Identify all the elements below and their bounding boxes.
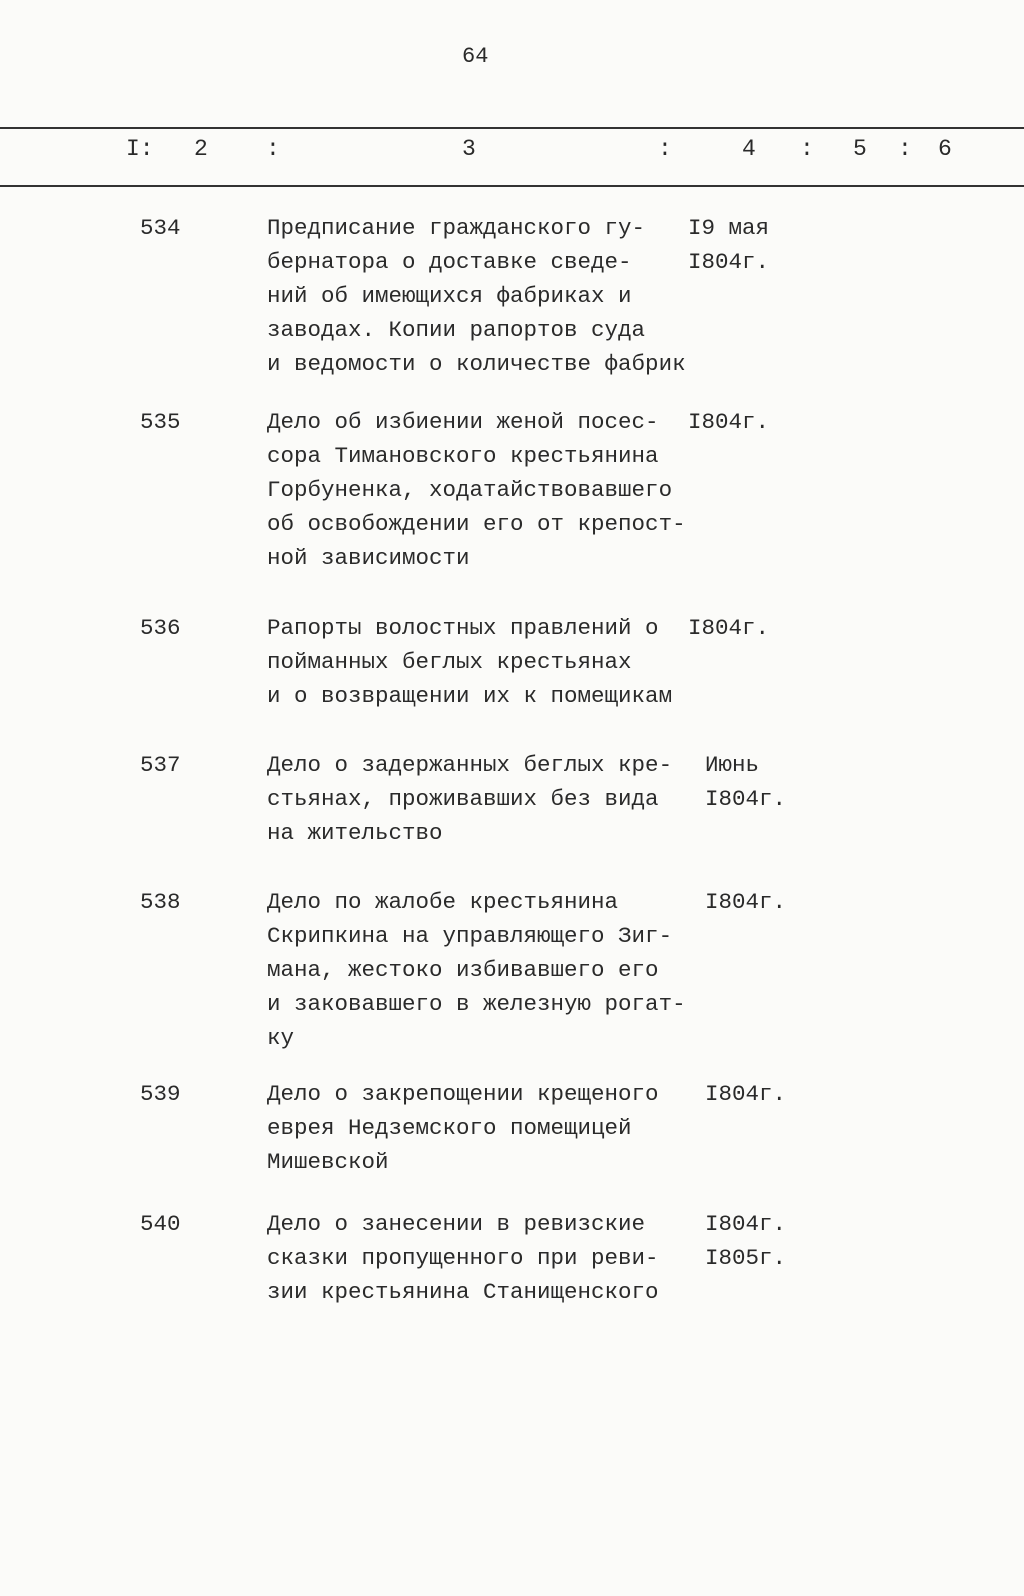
entry-description [267,885,686,1055]
description-line: Рапорты волостных правлений о [267,615,659,641]
col-4: 4 [742,136,756,162]
table-top-rule [0,127,1024,129]
entry-description [267,405,686,575]
description-line: пойманных беглых крестьянах [267,649,632,675]
col-6: 6 [938,136,952,162]
date-line: I804г. [705,786,787,812]
entry-date [688,405,769,439]
entry-date [705,1077,786,1111]
entry-number: 536 [140,615,181,641]
entry-date [688,211,769,279]
date-line: I804г. [688,249,770,275]
entry-number: 535 [140,409,181,435]
description-line: Дело по жалобе крестьянина [267,889,619,915]
col-2: 2 [194,136,208,162]
description-line: сказки пропущенного при реви- [267,1245,659,1271]
description-line: Дело о занесении в ревизские [267,1211,646,1237]
date-line: I9 мая [688,215,770,241]
entry-description [267,748,672,850]
date-line: I804г. [688,409,770,435]
table-header-rule [0,185,1024,187]
description-line: об освобождении его от крепост- [267,511,686,537]
entry-date [705,1207,786,1275]
description-line: Дело об избиении женой посес- [267,409,659,435]
col-sep: : [800,136,814,162]
description-line: мана, жестоко избивавшего его [267,957,659,983]
description-line: на жительство [267,820,443,846]
entry-description [267,1077,659,1179]
date-line: I804г. [705,889,787,915]
entry-description [267,1207,659,1309]
description-line: Предписание гражданского гу- [267,215,646,241]
col-3: 3 [462,136,476,162]
description-line: и о возвращении их к помещикам [267,683,673,709]
description-line: еврея Недземского помещицей [267,1115,632,1141]
description-line: и заковавшего в железную рогат- [267,991,686,1017]
description-line: бернатора о доставке сведе- [267,249,632,275]
entry-number: 534 [140,215,181,241]
description-line: ку [267,1025,295,1051]
date-line: Июнь [705,752,760,778]
description-line: Дело о закрепощении крещеного [267,1081,659,1107]
entry-date [705,885,786,919]
description-line: заводах. Копии рапортов суда [267,317,646,343]
page-number: 64 [462,44,489,69]
entry-number: 538 [140,889,181,915]
description-line: Мишевской [267,1149,389,1175]
entry-description [267,611,672,713]
date-line: I804г. [705,1081,787,1107]
entry-date [688,611,769,645]
description-line: ной зависимости [267,545,470,571]
col-sep: : [658,136,672,162]
entry-description [267,211,686,381]
col-sep: : [898,136,912,162]
date-line: I804г. [705,1211,787,1237]
description-line: Горбуненка, ходатайствовавшего [267,477,673,503]
entry-number: 539 [140,1081,181,1107]
description-line: Дело о задержанных беглых кре- [267,752,673,778]
col-sep: : [266,136,280,162]
col-1: I: [126,136,154,162]
col-5: 5 [853,136,867,162]
date-line: I804г. [688,615,770,641]
entry-date [705,748,786,816]
description-line: и ведомости о количестве фабрик [267,351,686,377]
description-line: ний об имеющихся фабриках и [267,283,632,309]
date-line: I805г. [705,1245,787,1271]
description-line: Скрипкина на управляющего Зиг- [267,923,673,949]
description-line: сора Тимановского крестьянина [267,443,659,469]
entry-number: 537 [140,752,181,778]
description-line: зии крестьянина Станищенского [267,1279,659,1305]
entry-number: 540 [140,1211,181,1237]
description-line: стьянах, проживавших без вида [267,786,659,812]
